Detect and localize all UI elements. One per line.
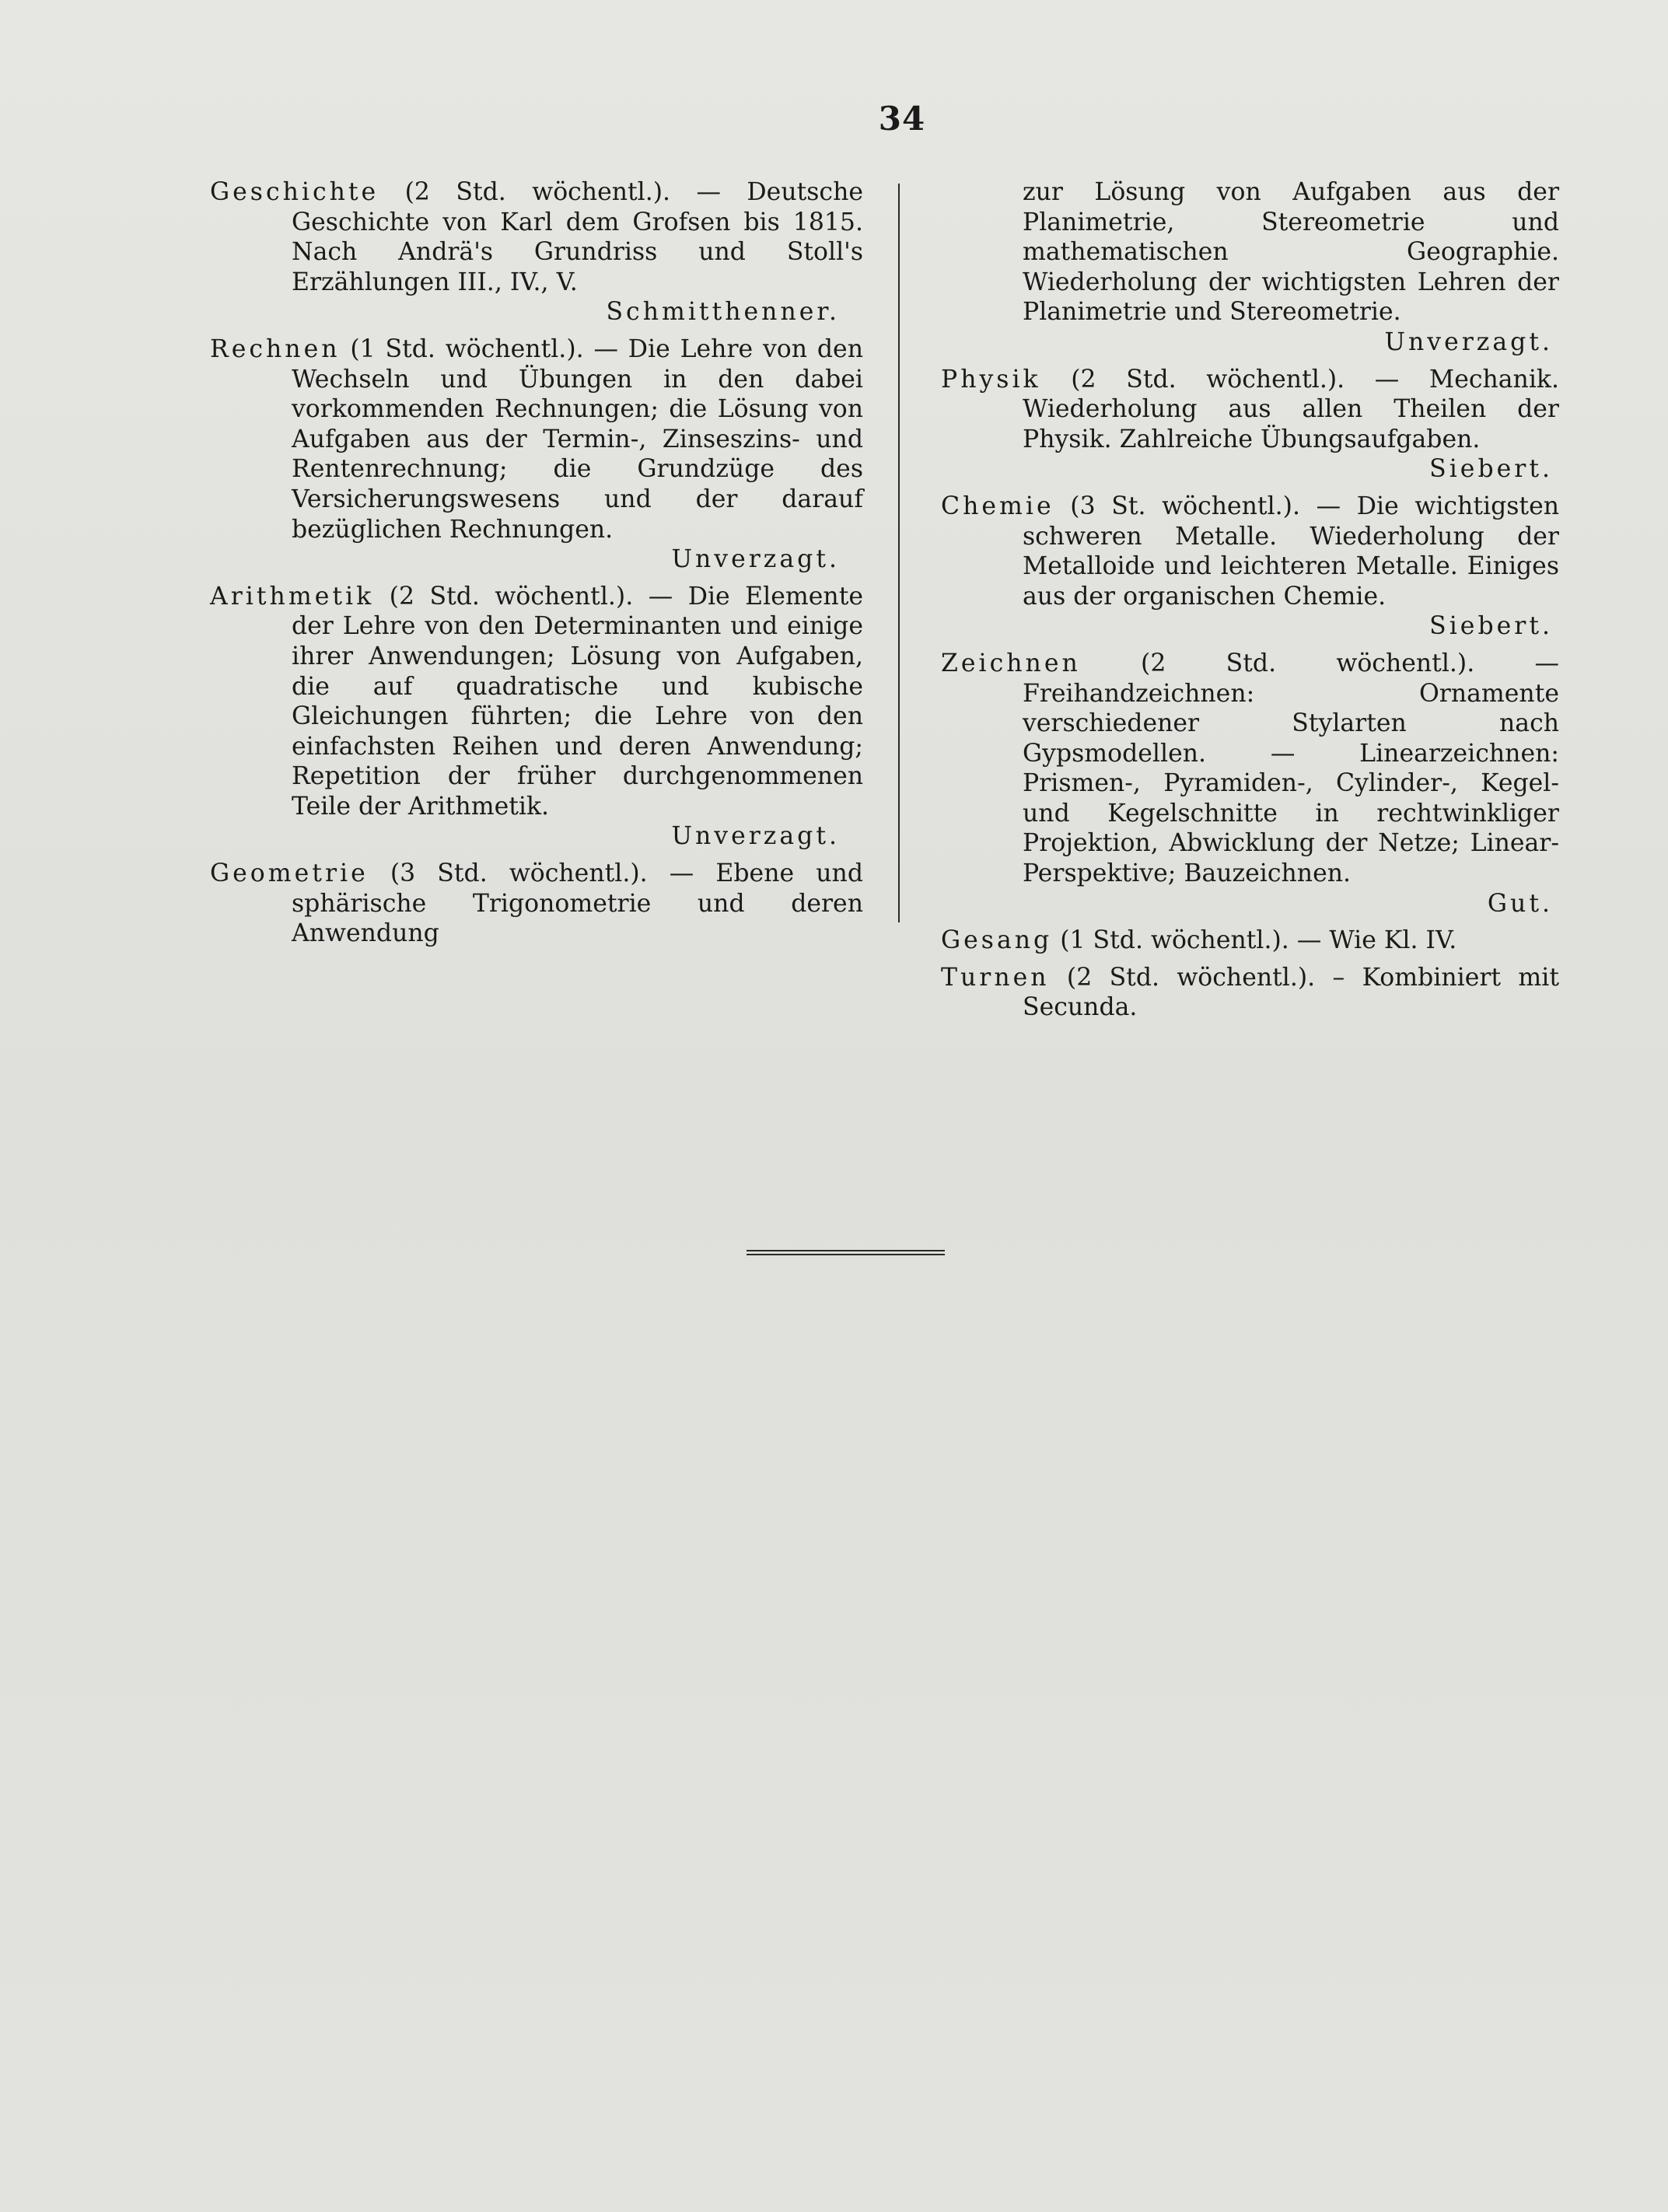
subject-heading: Gesang bbox=[941, 926, 1053, 955]
entry-text: (2 Std. wöchentl.). — Mechanik. Wiederholung aus allen Theilen der Physik. Zahlreiche Übungsaufgaben. bbox=[1023, 365, 1560, 453]
subject-heading: Geschichte bbox=[210, 178, 379, 206]
subject-heading: Rechnen bbox=[210, 334, 341, 363]
entry-text: (1 Std. wöchentl.). — Die Lehre von den Wechseln und Übungen in den dabei vorkommenden Rechnungen; die Lösung von Aufgaben aus der Termin-, Zinseszins- und Rentenrechnung; die Grundzüge des Versicherungswesens und der darauf bezüglichen Rechnungen. bbox=[292, 334, 863, 544]
entry-chemie bbox=[941, 492, 1559, 642]
entry-text: (2 Std. wöchentl.). — Deutsche Geschichte von Karl dem Grofsen bis 1815. Nach Andrä's Grundriss und Stoll's Erzählungen III., IV., V. bbox=[292, 178, 864, 296]
entry-gesang bbox=[941, 926, 1559, 956]
subject-heading: Turnen bbox=[941, 963, 1050, 992]
entry-geometrie-continued bbox=[941, 177, 1559, 358]
subject-heading: Arithmetik bbox=[210, 582, 375, 611]
subject-heading: Physik bbox=[941, 365, 1041, 394]
teacher-name: Siebert. bbox=[1429, 455, 1553, 484]
entry-text: (2 Std. wöchentl.). – Kombiniert mit Secunda. bbox=[1023, 963, 1559, 1022]
entry-text: zur Lösung von Aufgaben aus der Planimetrie, Stereometrie und mathematischen Geographie. Wiederholung der wichtigsten Lehren der Planimetrie und Stereometrie. bbox=[1023, 178, 1559, 327]
left-column bbox=[210, 177, 863, 956]
subject-heading: Chemie bbox=[941, 492, 1054, 520]
entry-geschichte bbox=[210, 177, 863, 327]
entry-text: (2 Std. wöchentl.). — Die Elemente der Lehre von den Determinanten und einige ihrer Anwendungen; Lösung von Aufgaben, die auf quadratische und kubische Gleichungen führten; die Lehre von den einfachsten Reihen und deren Anwendung; Repetition der früher durchgenommenen Teile der Arithmetik. bbox=[292, 582, 863, 821]
entry-turnen bbox=[941, 963, 1559, 1023]
entry-rechnen bbox=[210, 334, 863, 575]
subject-heading: Geometrie bbox=[210, 859, 369, 888]
entry-text: (2 Std. wöchentl.). — Freihandzeichnen: Ornamente verschiedener Stylarten nach Gypsmodellen. — Linearzeichnen: Prismen-, Pyramiden-, Cylinder-, Kegel- und Kegelschnitte in rechtwinkliger Projektion, Abwicklung der Netze; Linear-Perspektive; Bauzeichnen. bbox=[1023, 649, 1559, 888]
page-number: 34 bbox=[878, 100, 926, 138]
entry-arithmetik bbox=[210, 582, 863, 852]
teacher-name: Gut. bbox=[1487, 889, 1553, 918]
subject-heading: Zeichnen bbox=[941, 649, 1081, 677]
entry-zeichnen bbox=[941, 649, 1559, 919]
right-column bbox=[941, 177, 1559, 1030]
entry-physik bbox=[941, 365, 1559, 485]
teacher-name: Unverzagt. bbox=[1384, 327, 1553, 356]
teacher-name: Unverzagt. bbox=[671, 822, 840, 851]
entry-text: (3 Std. wöchentl.). — Ebene und sphärische Trigonometrie und deren Anwendung bbox=[292, 859, 863, 948]
entry-geometrie bbox=[210, 859, 863, 949]
entry-text: (3 St. wöchentl.). — Die wichtigsten schweren Metalle. Wiederholung der Metalloide und leichteren Metalle. Einiges aus der organischen Chemie. bbox=[1023, 492, 1559, 611]
section-end-rule bbox=[747, 1250, 945, 1255]
teacher-name: Unverzagt. bbox=[671, 545, 840, 574]
teacher-name: Siebert. bbox=[1429, 612, 1553, 641]
entry-text: (1 Std. wöchentl.). — Wie Kl. IV. bbox=[1060, 926, 1457, 955]
teacher-name: Schmitthenner. bbox=[606, 298, 840, 327]
column-divider bbox=[898, 184, 900, 922]
